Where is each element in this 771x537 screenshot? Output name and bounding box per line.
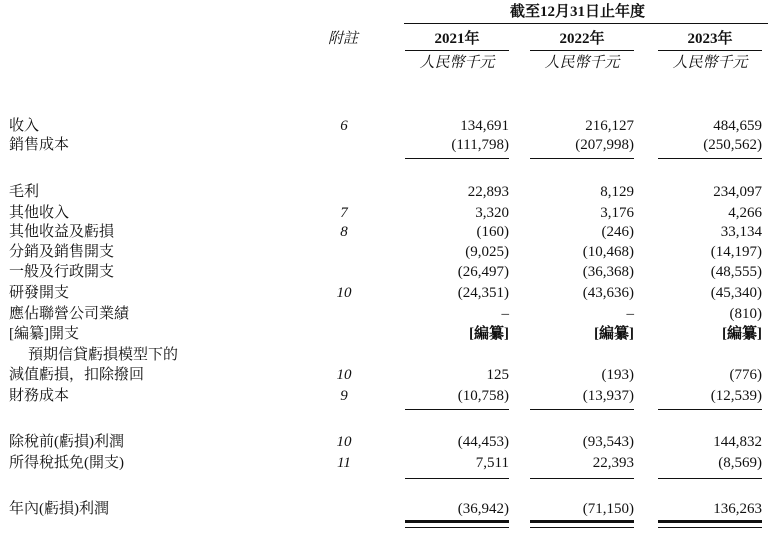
double-rule-bottom-2023 xyxy=(658,527,762,528)
year-2023-underline xyxy=(658,50,762,51)
row-value-2023: [編纂] xyxy=(722,326,762,342)
row-value-2022: 216,127 xyxy=(585,118,634,134)
double-rule-bottom-2021 xyxy=(405,527,509,528)
row-value-2021: (44,453) xyxy=(457,434,509,450)
row-value-2023: (14,197) xyxy=(710,244,762,260)
row-value-2023: 484,659 xyxy=(713,118,762,134)
row-value-2022: (207,998) xyxy=(575,137,634,153)
row-value-2023: 234,097 xyxy=(713,184,762,200)
row-value-2023: (48,555) xyxy=(710,264,762,280)
double-rule-top-2021 xyxy=(405,520,509,523)
row-note: 7 xyxy=(340,205,348,221)
row-value-2021: (26,497) xyxy=(457,264,509,280)
row-label: 一般及行政開支 xyxy=(9,264,115,280)
double-rule-top-2023 xyxy=(658,520,762,523)
rule-finance-2023 xyxy=(658,409,762,410)
year-2022-underline xyxy=(530,50,634,51)
row-value-2022: (10,468) xyxy=(582,244,634,260)
row-label: 應佔聯營公司業績 xyxy=(9,306,130,322)
row-note: 10 xyxy=(336,434,352,450)
row-value-2021: (10,758) xyxy=(457,388,509,404)
period-header: 截至12月31日止年度 xyxy=(510,4,646,20)
double-rule-bottom-2022 xyxy=(530,527,634,528)
row-value-2023: (810) xyxy=(729,306,762,322)
row-value-2022: (93,543) xyxy=(582,434,634,450)
rule-cost-2021 xyxy=(405,158,509,159)
row-value-2021: (9,025) xyxy=(465,244,509,260)
row-value-2021: 125 xyxy=(486,367,509,383)
row-label: 其他收入 xyxy=(9,205,70,221)
rule-tax-2021 xyxy=(405,478,509,479)
row-value-2023: (250,562) xyxy=(703,137,762,153)
year-2022-header: 2022年 xyxy=(559,31,605,47)
row-label: 毛利 xyxy=(9,184,40,200)
row-value-2022: (36,368) xyxy=(582,264,634,280)
rule-finance-2021 xyxy=(405,409,509,410)
row-value-2021: 7,511 xyxy=(475,455,509,471)
row-value-2022: 22,393 xyxy=(592,455,634,471)
row-label: 研發開支 xyxy=(9,285,70,301)
note-column-header: 附註 xyxy=(328,31,359,47)
row-value-2023: (8,569) xyxy=(718,455,762,471)
row-value-2021: (160) xyxy=(476,224,509,240)
row-value-2022: 8,129 xyxy=(600,184,634,200)
row-label: 除稅前(虧損)利潤 xyxy=(9,434,124,450)
row-value-2022: (246) xyxy=(601,224,634,240)
rule-tax-2023 xyxy=(658,478,762,479)
row-label: 收入 xyxy=(9,118,40,134)
row-value-2022: – xyxy=(626,306,634,322)
row-label: 預期信貸虧損模型下的 xyxy=(28,347,179,363)
row-note: 10 xyxy=(336,285,352,301)
period-underline xyxy=(404,23,768,24)
row-label: 財務成本 xyxy=(9,388,70,404)
row-value-2023: (45,340) xyxy=(710,285,762,301)
rule-cost-2023 xyxy=(658,158,762,159)
row-value-2022: [編纂] xyxy=(594,326,634,342)
row-value-2023: (776) xyxy=(729,367,762,383)
row-value-2022: 3,176 xyxy=(600,205,634,221)
row-value-2021: (24,351) xyxy=(457,285,509,301)
rule-cost-2022 xyxy=(530,158,634,159)
unit-2021: 人民幣千元 xyxy=(419,55,495,71)
row-note: 9 xyxy=(340,388,348,404)
row-value-2021: 22,893 xyxy=(467,184,509,200)
row-value-2023: 4,266 xyxy=(728,205,762,221)
row-label: 其他收益及虧損 xyxy=(9,224,115,240)
row-note: 8 xyxy=(340,224,348,240)
year-2021-underline xyxy=(405,50,509,51)
row-label: [編纂]開支 xyxy=(9,326,79,342)
row-note: 10 xyxy=(336,367,352,383)
unit-2022: 人民幣千元 xyxy=(544,55,620,71)
row-label: 銷售成本 xyxy=(9,137,70,153)
row-value-2023: (12,539) xyxy=(710,388,762,404)
year-2023-header: 2023年 xyxy=(687,31,733,47)
row-value-2022: (193) xyxy=(601,367,634,383)
year-2021-header: 2021年 xyxy=(434,31,480,47)
row-value-2021: (111,798) xyxy=(451,137,509,153)
row-value-2022: (71,150) xyxy=(582,501,634,517)
row-value-2021: 3,320 xyxy=(475,205,509,221)
row-label: 分銷及銷售開支 xyxy=(9,244,115,260)
row-value-2022: (43,636) xyxy=(582,285,634,301)
row-value-2022: (13,937) xyxy=(582,388,634,404)
row-label: 所得稅抵免(開支) xyxy=(9,455,124,471)
rule-tax-2022 xyxy=(530,478,634,479)
unit-2023: 人民幣千元 xyxy=(672,55,748,71)
row-label: 減值虧損，扣除撥回 xyxy=(9,367,145,383)
double-rule-top-2022 xyxy=(530,520,634,523)
row-value-2021: – xyxy=(501,306,509,322)
row-value-2023: 136,263 xyxy=(713,501,762,517)
rule-finance-2022 xyxy=(530,409,634,410)
row-value-2023: 33,134 xyxy=(720,224,762,240)
row-value-2021: 134,691 xyxy=(460,118,509,134)
row-value-2023: 144,832 xyxy=(713,434,762,450)
row-note: 6 xyxy=(340,118,348,134)
row-label: 年內(虧損)利潤 xyxy=(9,501,109,517)
row-value-2021: (36,942) xyxy=(457,501,509,517)
row-note: 11 xyxy=(337,455,351,471)
row-value-2021: [編纂] xyxy=(469,326,509,342)
